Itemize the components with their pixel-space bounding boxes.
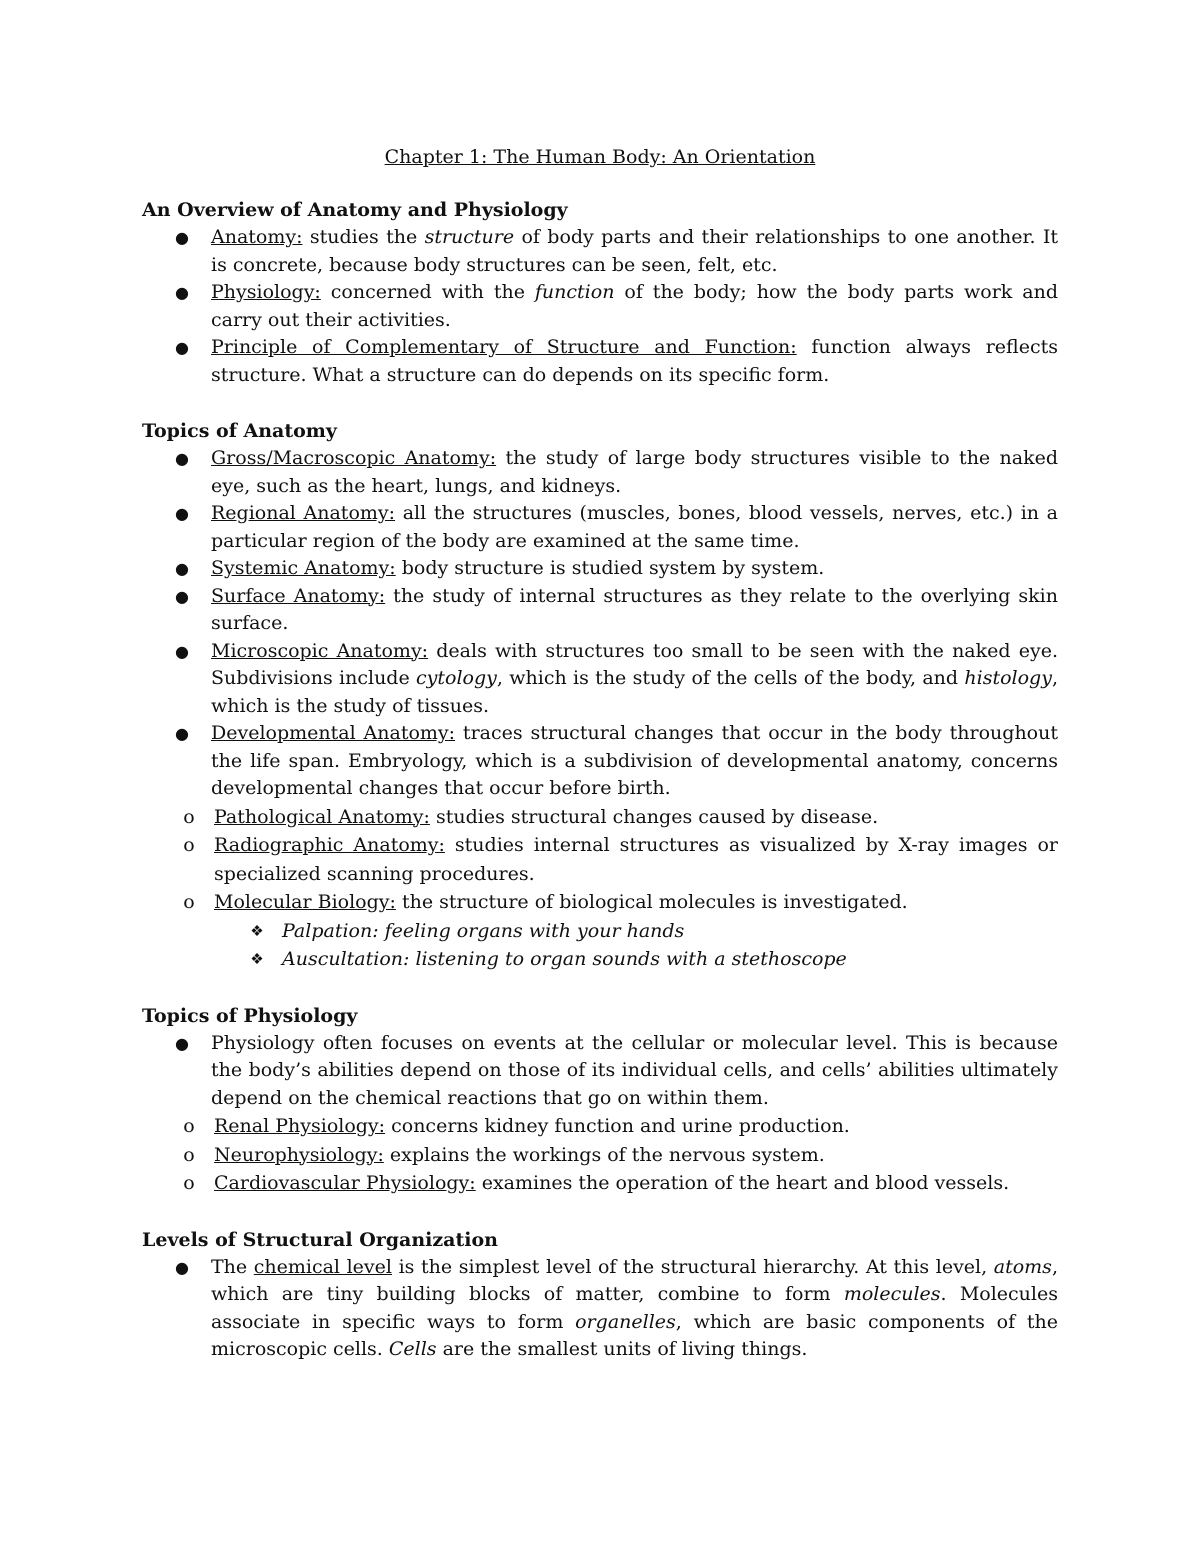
sub-list-item — [142, 1141, 1058, 1170]
emphasis: Cells — [388, 1338, 437, 1360]
text: the structure of biological molecules is investigated. — [395, 891, 908, 913]
circle-bullet-icon: o — [183, 1143, 195, 1166]
term: Radiographic Anatomy: — [214, 834, 445, 856]
text: explains the workings of the nervous system. — [383, 1143, 825, 1166]
emphasis: organelles — [575, 1310, 676, 1333]
text: studies internal structures as visualized by X-ray images or specialized scanning procedures. — [214, 834, 1058, 885]
emphasis: atoms — [993, 1255, 1052, 1278]
term: Anatomy: — [211, 226, 303, 248]
term: Gross/Macroscopic Anatomy: — [211, 447, 497, 469]
document-title: Chapter 1: The Human Body: An Orientation — [384, 146, 816, 168]
text: traces structural changes that occur in the body throughout the life span. Embryology, which is a subdivision of developmental anatomy, concerns developmental changes that occur before birth. — [211, 722, 1058, 799]
text: Palpation: feeling organs with your hands — [282, 919, 685, 942]
text: Physiology often focuses on events at the cellular or molecular level. This is because the body’s abilities depend on those of its individual cells, and cells’ abilities ultimately depend on the chemical reactions that go on within them. — [211, 1031, 1058, 1109]
sub-sub-list-item — [142, 945, 1058, 974]
term: Principle of Complementary of Structure and Function: — [211, 336, 797, 358]
text: Auscultation: listening to organ sounds with a stethoscope — [282, 948, 847, 970]
sub-list-item — [142, 1112, 1058, 1141]
term: Physiology: — [211, 281, 321, 303]
section-overview — [142, 196, 1058, 389]
section-heading: Topics of Physiology — [142, 1004, 358, 1027]
bullet-icon: ● — [175, 449, 189, 468]
term: Molecular Biology: — [214, 891, 396, 913]
list-item — [142, 500, 1058, 555]
text: the study of large body structures visible to the naked eye, such as the heart, lungs, and kidneys. — [211, 447, 1058, 497]
list-item — [142, 1254, 1058, 1364]
text: studies the — [302, 226, 425, 248]
diamond-bullet-icon: ❖ — [250, 921, 264, 940]
bullet-icon: ● — [175, 228, 189, 247]
text: concerns kidney function and urine production. — [385, 1115, 850, 1137]
text: , which is the study of the cells of the body, and — [496, 667, 965, 689]
term: Pathological Anatomy: — [214, 805, 430, 828]
bullet-icon: ● — [175, 283, 189, 302]
circle-bullet-icon: o — [183, 834, 195, 856]
term: Renal Physiology: — [214, 1115, 386, 1137]
list-item — [142, 583, 1058, 638]
text: , which are basic components of the microscopic cells. — [211, 1310, 1058, 1360]
text: examines the operation of the heart and blood vessels. — [475, 1172, 1010, 1194]
sub-sub-list-item — [142, 917, 1058, 946]
list-item — [142, 720, 1058, 974]
section-levels-organization — [142, 1226, 1058, 1364]
section-heading: An Overview of Anatomy and Physiology — [142, 199, 568, 221]
term: Developmental Anatomy: — [211, 722, 456, 744]
emphasis: cytology — [416, 667, 497, 689]
emphasis: histology — [964, 667, 1052, 689]
term: Systemic Anatomy: — [211, 557, 396, 579]
list-item — [142, 445, 1058, 500]
circle-bullet-icon: o — [183, 805, 195, 828]
text: are the smallest units of living things. — [436, 1338, 808, 1360]
circle-bullet-icon: o — [183, 1172, 195, 1194]
list-item — [142, 279, 1058, 334]
bullet-list — [142, 445, 1058, 974]
text: . Molecules associate in specific ways to form — [211, 1283, 1058, 1333]
sub-list — [142, 803, 1058, 974]
text: is the simplest level of the structural hierarchy. At this level, — [391, 1255, 994, 1278]
sub-list-item — [142, 888, 1058, 974]
text: , which is the study of tissues. — [211, 667, 1058, 717]
text: of body parts and their relationships to one another. It is concrete, because body structures can be seen, felt, etc. — [211, 226, 1058, 276]
term: Cardiovascular Physiology: — [214, 1172, 476, 1194]
list-item — [142, 334, 1058, 389]
sub-list-item — [142, 831, 1058, 888]
text: deals with structures too small to be seen with the naked eye. Subdivisions include — [211, 639, 1058, 689]
bullet-list — [142, 1254, 1058, 1364]
text: The — [211, 1255, 254, 1278]
bullet-icon: ● — [175, 338, 189, 357]
section-heading: Topics of Anatomy — [142, 420, 337, 442]
section-topics-anatomy — [142, 417, 1058, 974]
text: body structure is studied system by system. — [395, 557, 825, 579]
bullet-list — [142, 224, 1058, 389]
text: studies structural changes caused by disease. — [429, 805, 879, 828]
bullet-icon: ● — [175, 1257, 189, 1277]
section-heading: Levels of Structural Organization — [142, 1228, 498, 1251]
list-item — [142, 638, 1058, 721]
circle-bullet-icon: o — [183, 891, 195, 913]
emphasis: structure — [424, 226, 515, 248]
list-item — [142, 555, 1058, 583]
text: function always reflects structure. What a structure can do depends on its specific form. — [211, 336, 1058, 386]
section-topics-physiology — [142, 1002, 1058, 1198]
text: the study of internal structures as they relate to the overlying skin surface. — [211, 584, 1058, 634]
list-item — [142, 1030, 1058, 1198]
bullet-icon: ● — [175, 504, 189, 523]
bullet-icon: ● — [175, 586, 189, 606]
bullet-icon: ● — [175, 559, 189, 578]
sub-sub-list — [142, 917, 1058, 974]
term: Microscopic Anatomy: — [211, 639, 429, 662]
emphasis: molecules — [843, 1283, 941, 1305]
list-item — [142, 224, 1058, 279]
term: chemical level — [253, 1255, 392, 1278]
emphasis: function — [534, 281, 615, 303]
text: concerned with the — [320, 281, 535, 303]
bullet-icon: ● — [175, 724, 189, 743]
bullet-icon: ● — [175, 1033, 189, 1053]
sub-list-item — [142, 803, 1058, 832]
document-body — [142, 196, 1058, 1392]
term: Neurophysiology: — [214, 1143, 384, 1166]
sub-list — [142, 1112, 1058, 1198]
text: , which are tiny building blocks of matter, combine to form — [211, 1255, 1058, 1305]
diamond-bullet-icon: ❖ — [250, 950, 264, 968]
text: all the structures (muscles, bones, blood vessels, nerves, etc.) in a particular region of the body are examined at the same time. — [211, 502, 1059, 552]
circle-bullet-icon: o — [183, 1115, 195, 1137]
term: Regional Anatomy: — [211, 502, 396, 524]
term: Surface Anatomy: — [211, 584, 386, 607]
sub-list-item — [142, 1169, 1058, 1198]
text: of the body; how the body parts work and carry out their activities. — [211, 281, 1058, 331]
bullet-list — [142, 1030, 1058, 1198]
bullet-icon: ● — [175, 641, 189, 661]
